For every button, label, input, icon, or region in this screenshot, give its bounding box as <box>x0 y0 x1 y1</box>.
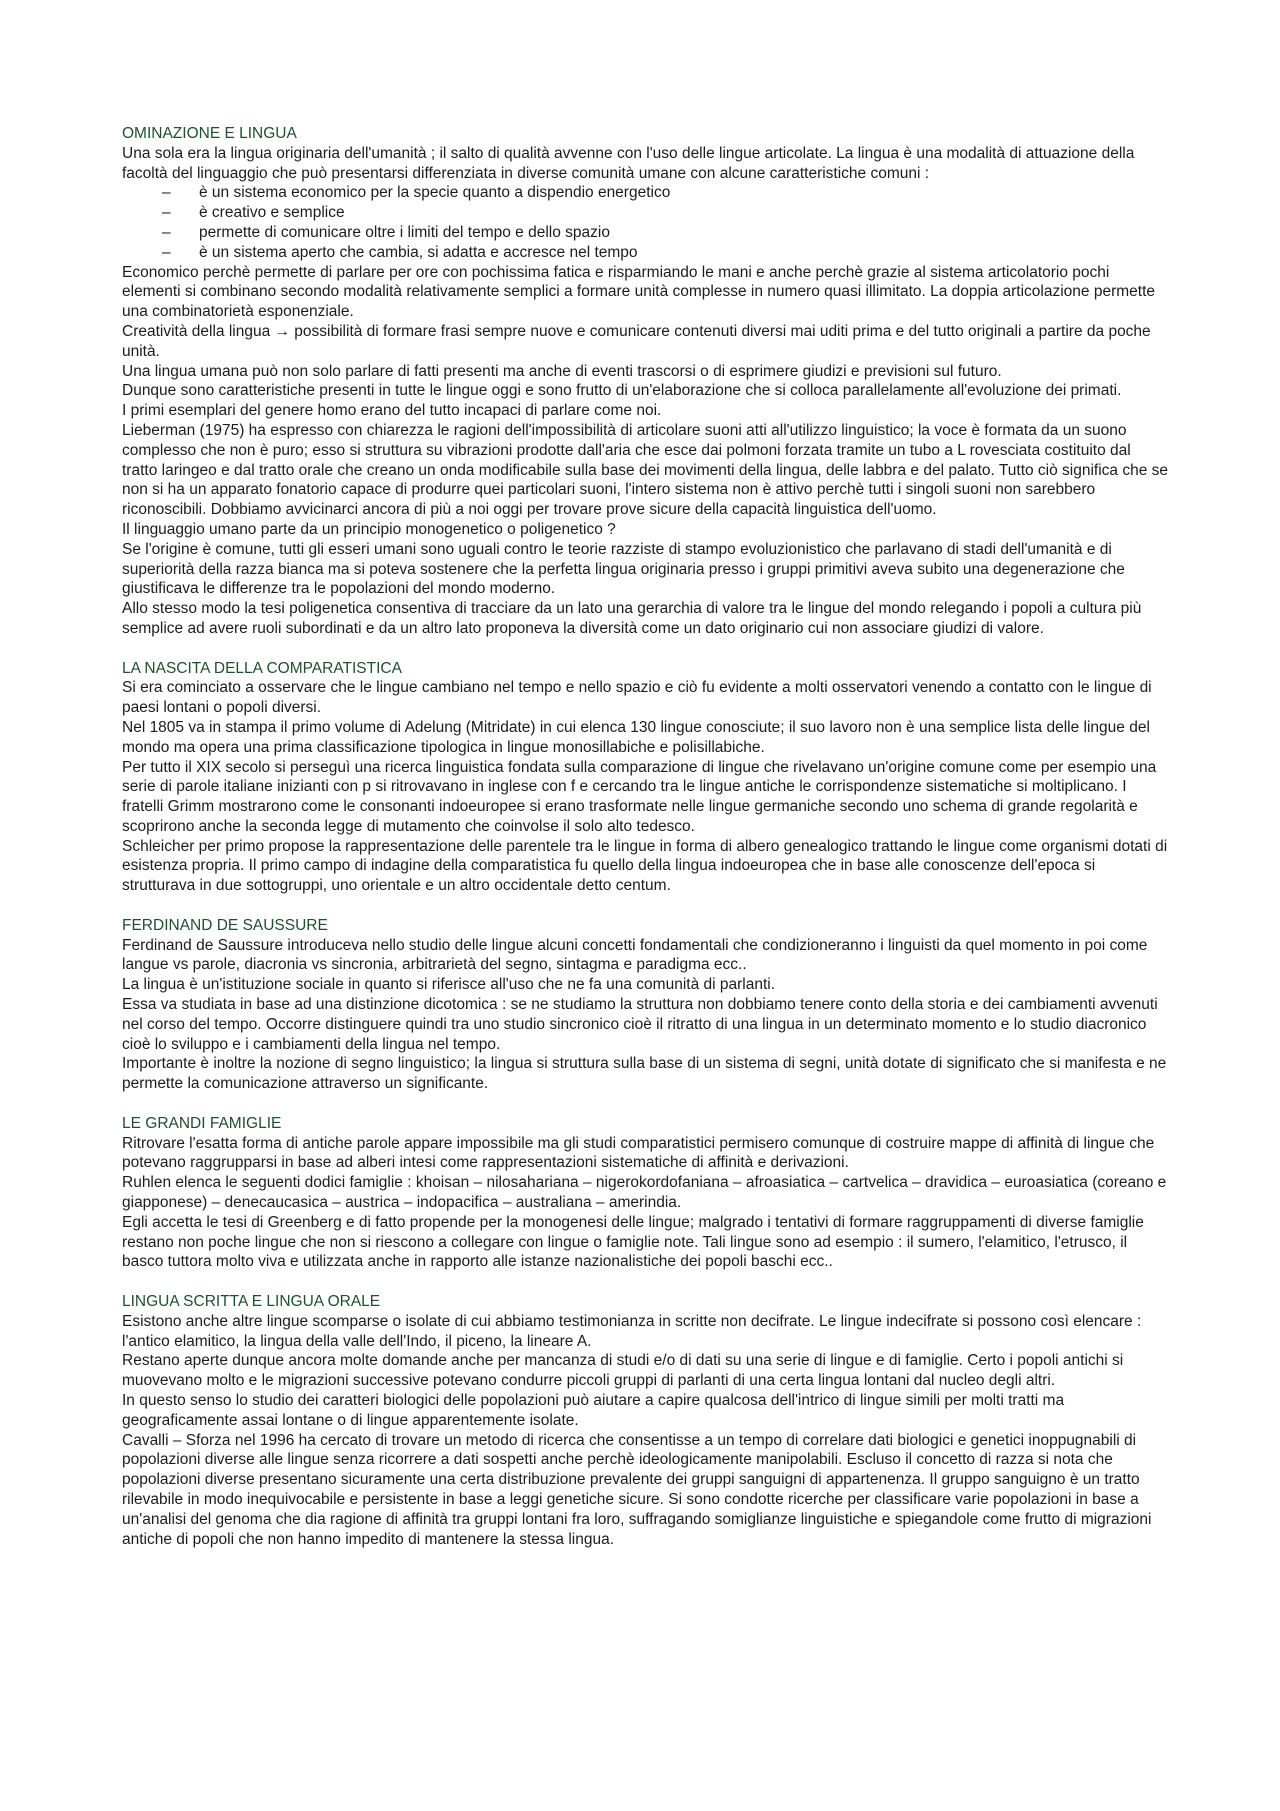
section-heading: LE GRANDI FAMIGLIE <box>122 1114 282 1132</box>
section-heading: LINGUA SCRITTA E LINGUA ORALE <box>122 1293 381 1311</box>
section-saussure <box>122 916 1170 1094</box>
paragraph: La lingua è un'istituzione sociale in quanto si riferisce all'uso che ne fa una comunità di parlanti. <box>122 976 776 994</box>
paragraph: Importante è inoltre la nozione di segno linguistico; la lingua si struttura sulla base di un sistema di segni, unità dotate di significato che si manifesta e ne permette la comunicazione attraverso un significante. <box>122 1055 1167 1093</box>
paragraph: Per tutto il XIX secolo si perseguì una ricerca linguistica fondata sulla comparazione di lingue che rivelavano un'origine comune come per esempio una serie di parole italiane inizianti con p si ritrovavano in inglese con f e cercando tra le lingue antiche le corrispondenze sistematiche si moltiplicano. I fratelli Grimm mostrarono come le consonanti indoeuropee si erano trasformate nelle lingue germaniche secondo uno schema di grande regolarità e scoprirono anche la seconda legge di mutamento che coinvolse il solo alto tedesco. <box>122 758 1157 835</box>
paragraph: Si era cominciato a osservare che le lingue cambiano nel tempo e nello spazio e ciò fu evidente a molti osservatori venendo a contatto con le lingue di paesi lontani o popoli diversi. <box>122 679 1152 717</box>
list-item: – è un sistema aperto che cambia, si adatta e accresce nel tempo <box>162 243 1170 263</box>
paragraph: Dunque sono caratteristiche presenti in tutte le lingue oggi e sono frutto di un'elaborazione che si colloca parallelamente all'evoluzione dei primati. <box>122 382 1122 400</box>
paragraph: Allo stesso modo la tesi poligenetica consentiva di tracciare da un lato una gerarchia di valore tra le lingue del mondo relegando i popoli a cultura più semplice ad avere ruoli subordinati e da un altro lato proponeva la diversità come un dato originario cui non associare giudizi di valore. <box>122 600 1142 637</box>
paragraph: Cavalli – Sforza nel 1996 ha cercato di trovare un metodo di ricerca che consentisse a un tempo di correlare dati biologici e genetici inoppugnabili di popolazioni diverse alle lingue senza ricorrere a dati sospetti anche perchè ideologicamente manipolabili. Escluso il concetto di razza si nota che popolazioni diverse presentano sicuramente una certa distribuzione prevalente dei gruppi sanguigni di appartenenza. Il gruppo sanguigno è un tratto rilevabile in modo inequivocabile e persistente in base a leggi genetiche sicure. Si sono condotte ricerche per classificare varie popolazioni in base a un'analisi del genoma che dia ragione di affinità tra gruppi lontani fra loro, suffragando somiglianze linguistiche e spiegandole come frutto di migrazioni antiche di popoli che non hanno impedito di mantenere la stessa lingua. <box>122 1431 1152 1548</box>
section-heading: FERDINAND DE SAUSSURE <box>122 916 328 934</box>
characteristics-list <box>122 183 1170 262</box>
paragraph: Economico perchè permette di parlare per ore con pochissima fatica e risparmiando le mani e anche perchè grazie al sistema articolatorio pochi elementi si combinano secondo modalità relativamente semplici a formare unità complesse in numero quasi illimitato. La doppia articolazione permette una combinatorietà esponenziale. <box>122 263 1155 321</box>
paragraph: In questo senso lo studio dei caratteri biologici delle popolazioni può aiutare a capire qualcosa dell'intrico di lingue simili per molti tratti ma geograficamente assai lontane o di lingue apparentemente isolate. <box>122 1392 1065 1429</box>
paragraph: Ritrovare l'esatta forma di antiche parole appare impossibile ma gli studi comparatistici permisero comunque di costruire mappe di affinità di lingue che potevano raggrupparsi in base ad alberi intesi come rappresentazioni sistematiche di affinità e derivazioni. <box>122 1134 1155 1172</box>
paragraph: Essa va studiata in base ad una distinzione dicotomica : se ne studiamo la struttura non dobbiamo tenere conto della storia e dei cambiamenti avvenuti nel corso del tempo. Occorre distinguere quindi tra uno studio sincronico cioè il ritratto di una lingua in un determinato momento e lo studio diacronico cioè lo sviluppo e i cambiamenti della lingua nel tempo. <box>122 996 1158 1053</box>
paragraph: I primi esemplari del genere homo erano del tutto incapaci di parlare come noi. <box>122 402 662 420</box>
section-heading: LA NASCITA DELLA COMPARATISTICA <box>122 659 402 677</box>
paragraph: Creatività della lingua → possibilità di formare frasi sempre nuove e comunicare contenuti diversi mai uditi prima e del tutto originali a partire da poche unità. <box>122 322 1151 360</box>
section-heading: OMINAZIONE E LINGUA <box>122 125 297 142</box>
paragraph: Se l'origine è comune, tutti gli esseri umani sono uguali contro le teorie razziste di stampo evoluzionistico che parlavano di stadi dell'umanità e di superiorità della razza bianca ma si poteva sostenere che la perfetta lingua originaria presso i gruppi primitivi aveva subito una degenerazione che giustificava le differenze tra le popolazioni del mondo moderno. <box>122 540 1125 598</box>
paragraph: Nel 1805 va in stampa il primo volume di Adelung (Mitridate) in cui elenca 130 lingue conosciute; il suo lavoro non è una semplice lista delle lingue del mondo ma opera una prima classificazione tipologica in lingue monosillabiche e polisillabiche. <box>122 718 1150 756</box>
paragraph: Restano aperte dunque ancora molte domande anche per mancanza di studi e/o di dati su una serie di lingue e di famiglie. Certo i popoli antichi si muovevano molto e le migrazioni successive potevano condurre piccoli gruppi di parlanti di una certa lingua lontani dal nucleo degli altri. <box>122 1352 1124 1390</box>
paragraph: Esistono anche altre lingue scomparse o isolate di cui abbiamo testimonianza in scritte non decifrate. Le lingue indecifrate si possono così elencare : l'antico elamitico, la lingua della valle dell'Indo, il piceno, la lineare A. <box>122 1312 1142 1350</box>
paragraph: Lieberman (1975) ha espresso con chiarezza le ragioni dell'impossibilità di articolare suoni atti all'utilizzo linguistico; la voce è formata da un suono complesso che non è puro; esso si struttura su vibrazioni prodotte dall'aria che esce dai polmoni forzata tramite un tubo a L rovesciata costituito dal tratto laringeo e dal tratto orale che creano un onda modificabile sulla base dei movimenti della lingua, delle labbra e del palato. Tutto ciò significa che se non si ha un apparato fonatorio capace di produrre quei particolari suoni, l'intero sistema non è attivo perchè tutti i singoli suoni non sarebbero riconoscibili. Dobbiamo avvicinarci ancora di più a noi oggi per trovare prove sicure della capacità linguistica dell'uomo. <box>122 421 1169 519</box>
paragraph: Schleicher per primo propose la rappresentazione delle parentele tra le lingue in forma di albero genealogico trattando le lingue come organismi dotati di esistenza propria. Il primo campo di indagine della comparatistica fu quello della lingua indoeuropea che in base alle conoscenze dell'epoca si strutturava in due sottogruppi, uno orientale e un altro occidentale detto centum. <box>122 837 1168 895</box>
list-item: – è creativo e semplice <box>162 203 1170 223</box>
section-comparatistica <box>122 659 1170 897</box>
list-item: – è un sistema economico per la specie quanto a dispendio energetico <box>162 183 1170 203</box>
paragraph: Una lingua umana può non solo parlare di fatti presenti ma anche di eventi trascorsi o di esprimere giudizi e previsioni sul futuro. <box>122 362 1002 380</box>
paragraph: Ferdinand de Saussure introduceva nello studio delle lingue alcuni concetti fondamentali che condizioneranno i linguisti da quel momento in poi come langue vs parole, diacronia vs sincronia, arbitrarietà del segno, sintagma e paradigma ecc.. <box>122 936 1148 974</box>
paragraph: Il linguaggio umano parte da un principio monogenetico o poligenetico ? <box>122 520 616 538</box>
list-item: – permette di comunicare oltre i limiti del tempo e dello spazio <box>162 223 1170 243</box>
document-page <box>122 124 1170 1569</box>
section-lingua-scritta-orale <box>122 1292 1170 1549</box>
section-grandi-famiglie <box>122 1114 1170 1272</box>
paragraph: Ruhlen elenca le seguenti dodici famiglie : khoisan – nilosahariana – nigerokordofaniana – afroasiatica – cartvelica – dravidica – euroasiatica (coreano e giapponese) – denecaucasica – austrica – indopacifica – australiana – amerindia. <box>122 1174 1167 1212</box>
paragraph: Una sola era la lingua originaria dell'umanità ; il salto di qualità avvenne con l'uso delle lingue articolate. La lingua è una modalità di attuazione della facoltà del linguaggio che può presentarsi differenziata in diverse comunità umane con alcune caratteristiche comuni : <box>122 144 1135 182</box>
section-ominazione <box>122 124 1170 639</box>
paragraph: Egli accetta le tesi di Greenberg e di fatto propende per la monogenesi delle lingue; malgrado i tentativi di formare raggruppamenti di diverse famiglie restano non poche lingue che non si riescono a collegare con lingue o famiglie note. Tali lingue sono ad esempio : il sumero, l'elamitico, l'etrusco, il basco tuttora molto viva e utilizzata anche in rapporto alle istanze nazionalistiche dei popoli baschi ecc.. <box>122 1213 1144 1271</box>
